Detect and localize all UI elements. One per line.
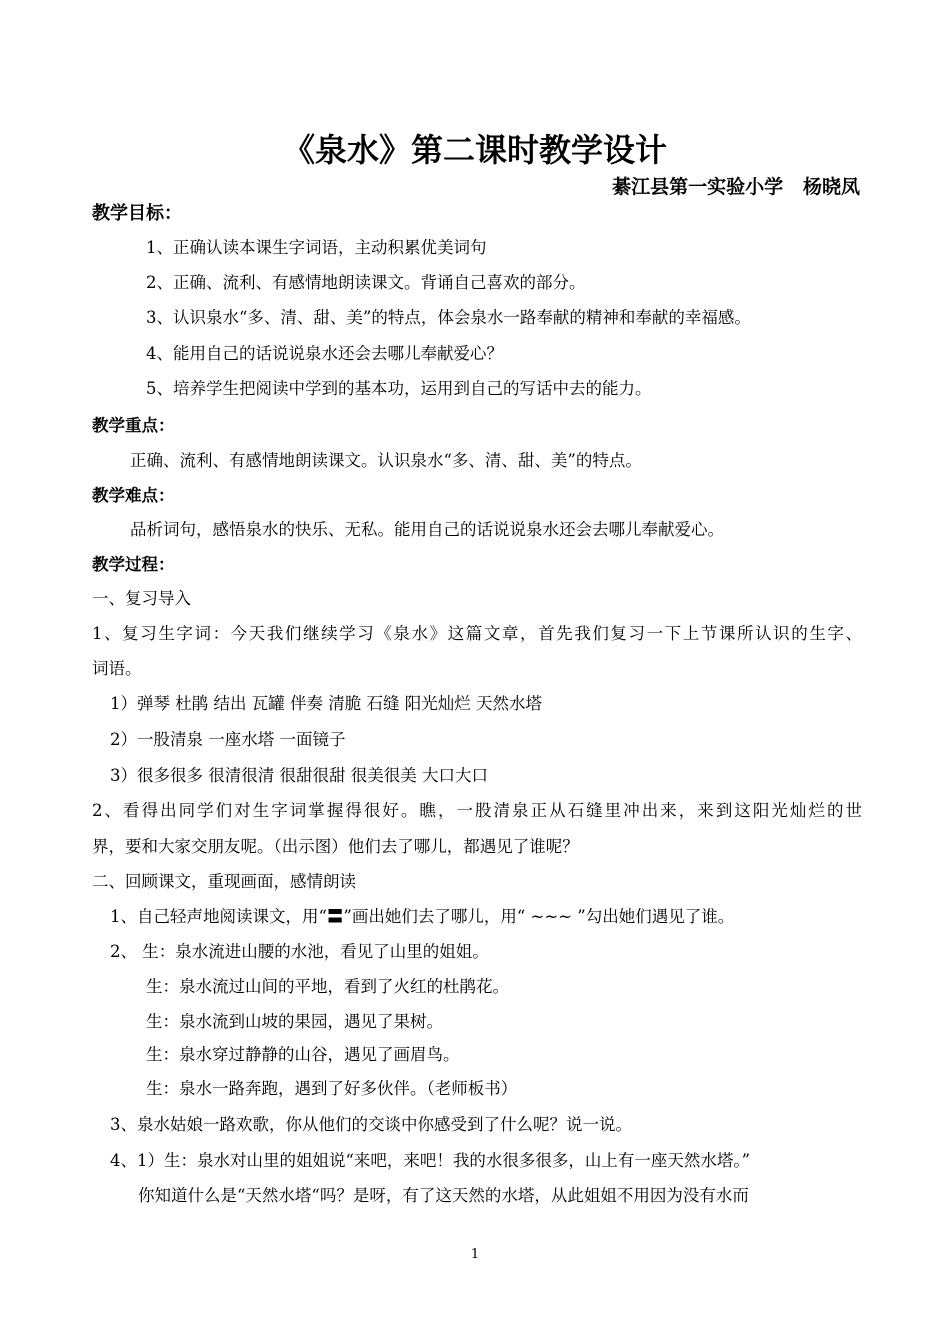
page-number: 1 bbox=[470, 1247, 480, 1262]
difficulties-heading: 教学难点： bbox=[92, 486, 175, 505]
step-line: 你知道什么是“天然水塔“吗？是呀，有了这天然的水塔，从此姐姐不用因为没有水而 bbox=[138, 1186, 749, 1205]
paragraph-line: 1、复习生字词：今天我们继续学习《泉水》这篇文章，首先我们复习一下上节课所认识的生字、 bbox=[92, 624, 862, 643]
step-line: 2、 生：泉水流进山腰的水池，看见了山里的姐姐。 bbox=[110, 942, 489, 961]
paragraph-line: 词语。 bbox=[92, 659, 142, 678]
step-line: 4、1）生：泉水对山里的姐姐说“来吧，来吧！我的水很多很多，山上有一座天然水塔。” bbox=[110, 1151, 751, 1170]
section-heading: 一、复习导入 bbox=[92, 589, 191, 608]
answer-line: 生：泉水一路奔跑，遇到了好多伙伴。（老师板书） bbox=[146, 1079, 518, 1098]
goals-heading: 教学目标： bbox=[92, 203, 182, 224]
word-list: 3）很多很多 很清很清 很甜很甜 很美很美 大口大口 bbox=[110, 766, 488, 785]
key-points-text: 正确、流利、有感情地朗读课文。认识泉水“多、清、甜、美”的特点。 bbox=[130, 451, 642, 470]
word-list: 2）一股清泉 一座水塔 一面镜子 bbox=[110, 730, 346, 749]
goal-item: 3、认识泉水“多、清、甜、美”的特点，体会泉水一路奉献的精神和奉献的幸福感。 bbox=[146, 308, 751, 327]
step-line: 1、自己轻声地阅读课文，用“〓”画出她们去了哪儿，用“ ~~~ ”勾出她们遇见了谁。 bbox=[110, 907, 735, 926]
paragraph-line: 2、看得出同学们对生字词掌握得很好。瞧，一股清泉正从石缝里冲出来，来到这阳光灿烂的世 bbox=[92, 801, 862, 820]
paragraph-line: 界，要和大家交朋友呢。（出示图）他们去了哪儿，都遇见了谁呢？ bbox=[92, 837, 579, 856]
goal-item: 1、正确认读本课生字词语，主动积累优美词句 bbox=[146, 238, 487, 257]
goal-item: 4、能用自己的话说说泉水还会去哪儿奉献爱心？ bbox=[146, 344, 503, 363]
section-heading: 二、回顾课文，重现画面，感情朗读 bbox=[92, 872, 356, 891]
word-list: 1）弹琴 杜鹃 结出 瓦罐 伴奏 清脆 石缝 阳光灿烂 天然水塔 bbox=[110, 694, 542, 713]
answer-line: 生：泉水穿过静静的山谷，遇见了画眉鸟。 bbox=[146, 1045, 460, 1064]
goal-item: 2、正确、流利、有感情地朗读课文。背诵自己喜欢的部分。 bbox=[146, 273, 586, 292]
author-line: 綦江县第一实验小学 杨晓凤 bbox=[612, 176, 860, 198]
process-heading: 教学过程： bbox=[92, 555, 175, 574]
difficulties-text: 品析词句，感悟泉水的快乐、无私。能用自己的话说说泉水还会去哪儿奉献爱心。 bbox=[130, 520, 724, 539]
answer-line: 生：泉水流到山坡的果园，遇见了果树。 bbox=[146, 1012, 443, 1031]
answer-line: 生：泉水流过山间的平地，看到了火红的杜鹃花。 bbox=[146, 977, 509, 996]
step-line: 3、泉水姑娘一路欢歌，你从他们的交谈中你感受到了什么呢？说一说。 bbox=[110, 1115, 632, 1134]
key-points-heading: 教学重点： bbox=[92, 416, 175, 435]
goal-item: 5、培养学生把阅读中学到的基本功，运用到自己的写话中去的能力。 bbox=[146, 379, 652, 398]
document-title: 《泉水》第二课时教学设计 bbox=[282, 131, 667, 169]
